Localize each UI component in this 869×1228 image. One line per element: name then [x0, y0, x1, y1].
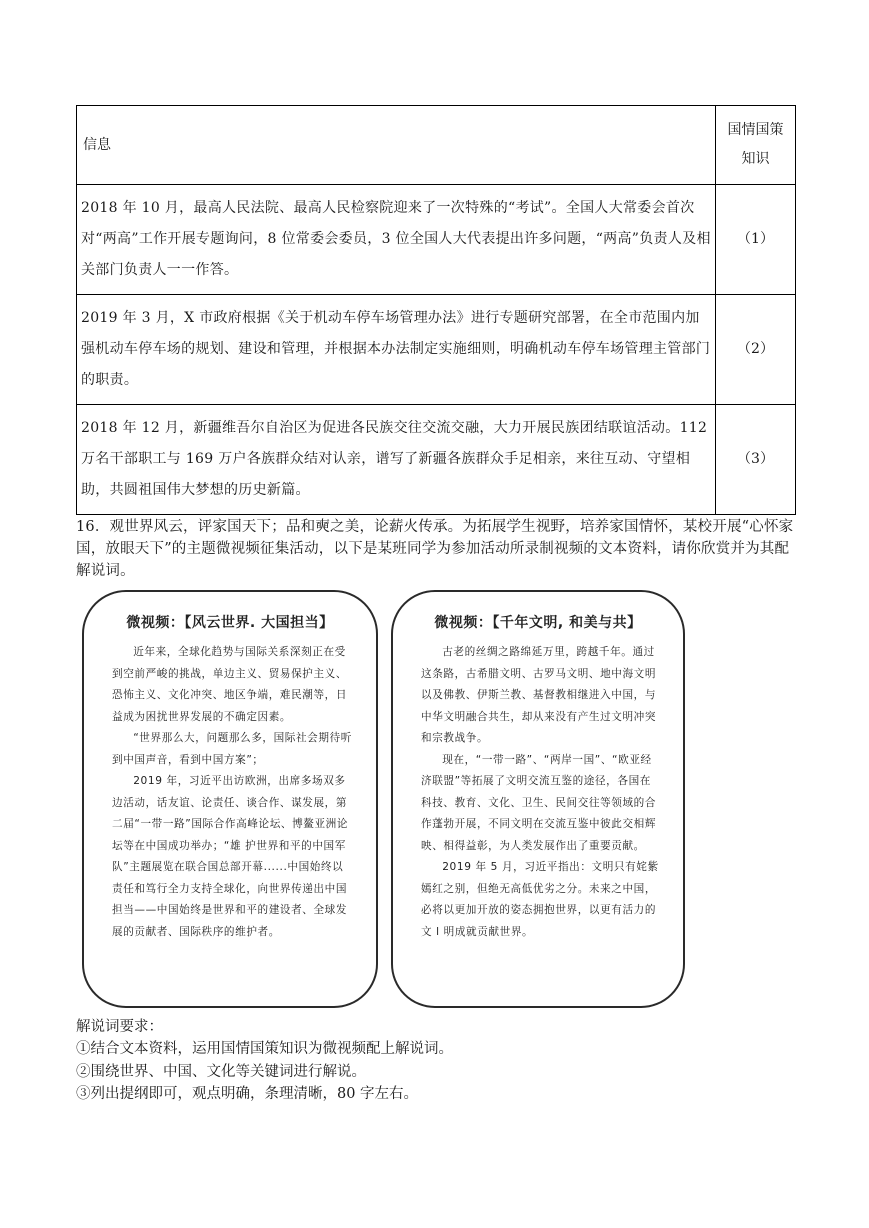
header-knowledge-cell: 国情国策知识 — [716, 106, 796, 185]
requirements-list — [76, 1038, 453, 1106]
requirement-item: ①结合文本资料，运用国情国策知识为微视频配上解说词。 — [76, 1041, 453, 1057]
question-16-text: 16．观世界风云，评家国天下；品和奭之美，论薪火传承。为拓展学生视野，培养家国情怀，某校开展“心怀家国，放眼天下”的主题微视频征集活动，以下是某班同学为参加活动所录制视频的文本资料，请你欣赏并为其配解说词。 — [76, 519, 794, 579]
info-table — [76, 105, 796, 515]
table-row — [77, 185, 796, 295]
card-paragraph: 近年来，全球化趋势与国际关系深刻正在受到空前严峻的挑战，单边主义、贸易保护主义、恐怖主义、文化冲突、地区争端，难民潮等，日益成为困扰世界发展的不确定因素。 — [112, 646, 348, 723]
row-knowledge-blank: （1） — [716, 185, 796, 295]
card-body — [421, 642, 661, 943]
card-paragraph: 2019 年，习近平出访欧洲，出席多场双多边活动，话友谊、论责任、谈合作、谋发展，第二届“一带一路”国际合作高峰论坛、博鳌亚洲论坛等在中国成功举办；“雄 护世界和平的中国军队”主题展览在联合国总部开幕......中国始终以责任和笃行全力支持全球化，向世界传递出中国担当——中国始终是世界和平的建设者、全球发展的贡献者、国际秩序的维护者。 — [112, 775, 349, 938]
requirements-title: 解说词要求： — [76, 1019, 163, 1035]
row-info-text: 2018 年 10 月，最高人民法院、最高人民检察院迎来了一次特殊的“考试”。全国人大常委会首次对“两高”工作开展专题询问，8 位常委会委员，3 位全国人大代表提出许多问题，“两高”负责人及相关部门负责人一一作答。 — [77, 185, 716, 295]
card-title: 微视频：【风云世界. 大国担当】 — [126, 615, 334, 631]
card-body — [112, 642, 354, 943]
requirement-item: ③列出提纲即可，观点明确，条理清晰，80 字左右。 — [76, 1086, 419, 1102]
header-info-cell: 信息 — [77, 106, 716, 185]
table-header-row — [77, 106, 796, 185]
requirement-item: ②围绕世界、中国、文化等关键词进行解说。 — [76, 1063, 366, 1080]
table-row — [77, 405, 796, 515]
video-card-civilization — [391, 590, 685, 1008]
card-paragraph: “世界那么大，问题那么多，国际社会期待听到中国声音，看到中国方案”； — [112, 732, 352, 766]
row-info-text: 2018 年 12 月，新疆维吾尔自治区为促进各民族交往交流交融，大力开展民族团结联谊活动。112 万名干部职工与 169 万户各族群众结对认亲，谱写了新疆各族群众手足相亲，来往互动、守望相助，共圆祖国伟大梦想的历史新篇。 — [77, 405, 716, 515]
row-knowledge-blank: （2） — [716, 295, 796, 405]
video-card-world — [82, 590, 378, 1008]
row-knowledge-blank: （3） — [716, 405, 796, 515]
table-row — [77, 295, 796, 405]
video-text-image — [76, 584, 686, 1014]
card-paragraph: 古老的丝绸之路绵延万里，跨越千年。通过这条路，古希腊文明、古罗马文明、地中海文明以及佛教、伊斯兰教、基督教相继进入中国，与中华文明融合共生，却从来没有产生过文明冲突和宗教战争。 — [421, 646, 657, 744]
card-title: 微视频：【千年文明, 和美与共】 — [434, 615, 642, 631]
card-paragraph: 2019 年 5 月，习近平指出：文明只有姹紫嫣红之别，但绝无高低优劣之分。未来之中国，必将以更加开放的姿态拥抱世界，以更有活力的文 l 明成就贡献世界。 — [421, 861, 659, 938]
card-paragraph: 现在，“一带一路”、“两岸一国”、“欧亚经济联盟”等拓展了文明交流互鉴的途径，各国在科技、教育、文化、卫生、民间交往等领域的合作蓬勃开展，不同文明在交流互鉴中彼此交相辉映、相得益彰，为人类发展作出了重要贡献。 — [421, 753, 657, 852]
row-info-text: 2019 年 3 月，X 市政府根据《关于机动车停车场管理办法》进行专题研究部署，在全市范围内加强机动车停车场的规划、建设和管理，并根据本办法制定实施细则，明确机动车停车场管理主管部门的职责。 — [77, 295, 716, 405]
